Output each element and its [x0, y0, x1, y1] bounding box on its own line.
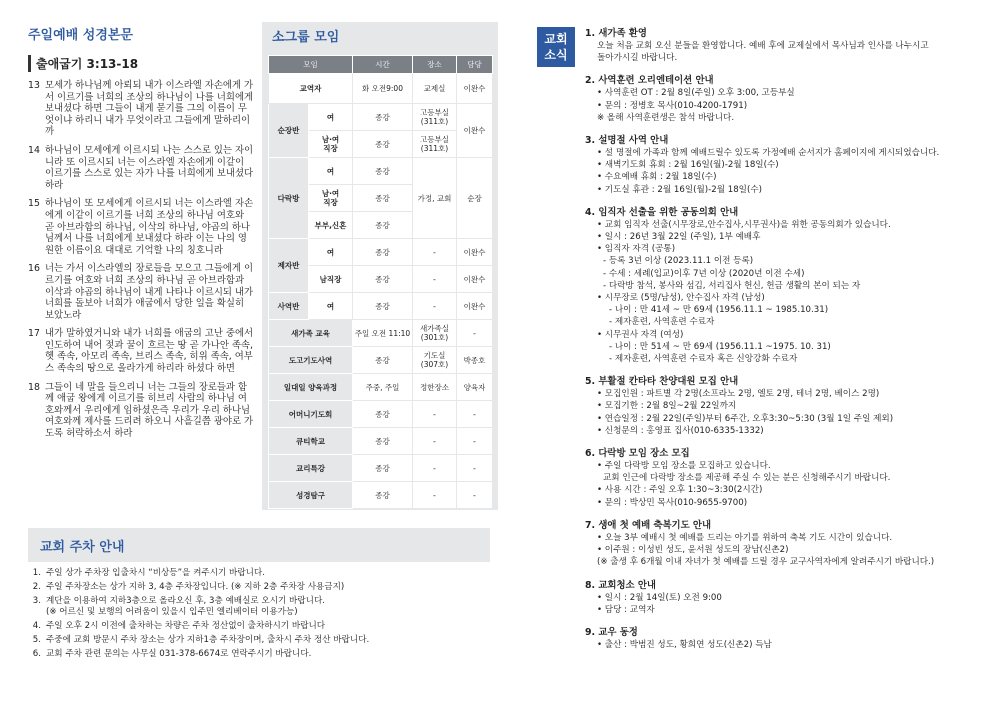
verse [28, 198, 256, 256]
news-item-line: • 문의 : 정병호 목사(010-4200-1791) [597, 100, 748, 111]
group-place: 고등부실 (311호) [413, 104, 457, 131]
verse [28, 80, 256, 138]
table-row [269, 158, 493, 185]
news-item-line: (※ 출생 후 6개월 이내 자녀가 첫 예배를 드릴 경우 교구사역자에게 알려주시기 바랍니다.) [597, 557, 935, 568]
group-time: 종강 [353, 293, 413, 320]
news-item-line: • 담당 : 교역자 [597, 604, 655, 615]
news-item-line: • 일시 : 26년 3월 22일 (주일), 1부 예배후 [597, 232, 761, 243]
group-time: 종강 [353, 185, 413, 212]
group-time: 종강 [353, 347, 413, 374]
item-line: (※ 어르신 및 보행의 어려움이 있을시 입주민 엘리베이터 이용가능) [46, 607, 298, 617]
group-name: 성경탐구 [269, 482, 353, 509]
verse-text: 모세가 하나님께 아뢰되 내가 이스라엘 자손에게 가서 이르기를 너희의 조상의 하나님이 나를 너희에게 보내셨다 하면 그들이 내게 묻기를 그의 이름이 무엇이냐 하리니 내가 무엇이라고 그들에게 말하리이까 [45, 80, 254, 138]
group-lead: 박종호 [457, 347, 493, 374]
table-row [269, 401, 493, 428]
news-item-title: 1. 새가족 환영 [585, 28, 647, 39]
group-place: 기도실 (307호) [413, 347, 457, 374]
group-subgroup: 남직장 [309, 266, 353, 293]
news-item [585, 27, 985, 64]
news-item-line: ※ 올해 사역훈련생은 참석 바랍니다. [597, 112, 735, 123]
news-item [585, 447, 985, 509]
news-item-line: • 연습일정 : 2월 22일(주일)부터 6주간, 오후3:30~5:30 (3월 1일 주일 제외) [597, 413, 894, 424]
group-time: 화 오전9:00 [353, 74, 413, 104]
verse-text: 하나님이 모세에게 이르시되 나는 스스로 있는 자이니라 또 이르시되 너는 이스라엘 자손에게 이같이 이르기를 스스로 있는 자가 나를 너희에게 보내셨다 하라 [45, 144, 254, 191]
news-list [585, 27, 985, 661]
badge-line: 교회 [544, 32, 568, 46]
item-text: 주일 오후 2시 이전에 출차하는 차량은 주차 정산없이 출차하시기 바랍니다 [46, 621, 326, 631]
group-name: 어머니기도회 [269, 401, 353, 428]
verse-text: 내가 말하였거니와 내가 너희를 애굽의 고난 중에서 인도하여 내어 젖과 꿀이 흐르는 땅 곧 가나안 족속, 헷 족속, 아모리 족속, 브리스 족속, 히위 족속, 여부스 족속의 땅으로 올라가게 하리라 하셨다 하면 [45, 328, 254, 375]
verse [28, 382, 256, 440]
table-row [269, 374, 493, 401]
group-time: 종강 [353, 266, 413, 293]
news-item-line: • 임직자 자격 (공통) [597, 244, 676, 255]
news-item-line: • 기도실 휴관 : 2월 16일(월)-2월 18일(수) [597, 184, 762, 195]
table-row [269, 239, 493, 266]
verse [28, 328, 256, 374]
group-subgroup: 남·여 직장 [309, 185, 353, 212]
verse [28, 263, 256, 321]
group-place: 가정, 교회 [413, 158, 457, 239]
group-time: 종강 [353, 104, 413, 131]
group-time: 종강 [353, 212, 413, 239]
group-lead: 이완수 [457, 104, 493, 158]
item-number: 1. [32, 568, 41, 578]
item-text: 주중에 교회 방문시 주차 장소는 상가 지하1층 주차장이며, 출차시 주차 정산 바랍니다. [46, 635, 370, 645]
verse-number: 18 [28, 381, 40, 393]
verse-number: 17 [28, 328, 40, 340]
group-name: 큐티학교 [269, 428, 353, 455]
group-place: - [413, 482, 457, 509]
news-item-line: • 사용 시간 : 주일 오후 1:30~3:30(2시간) [597, 485, 763, 496]
table-row [269, 347, 493, 374]
verse-text: 그들이 네 말을 들으리니 너는 그들의 장로들과 함께 애굽 왕에게 이르기를 히브리 사람의 하나님 여호와께서 우리에게 임하셨은즉 우리가 우리 하나님 여호와께 제사를 드리려 하오니 사흘길쯤 광야로 가도록 허락하소서 하라 [45, 381, 254, 440]
group-name: 교역자 [269, 74, 353, 104]
news-item-line: 교회 인근에 다락방 장소를 제공해 주실 수 있는 분은 신청해주시기 바랍니다. [603, 473, 891, 484]
verse-number: 14 [28, 144, 40, 156]
group-name: 새가족 교육 [269, 320, 353, 347]
news-item-line: • 시무권사 자격 (여성) [597, 329, 684, 340]
verse-number: 13 [28, 80, 40, 91]
item-text [46, 596, 325, 618]
group-name: 교리특강 [269, 455, 353, 482]
group-name: 도고기도사역 [269, 347, 353, 374]
group-place: - [413, 293, 457, 320]
list-item [28, 649, 490, 660]
table-row [269, 293, 493, 320]
news-item-line: • 모집기한 : 2월 8일~2월 22일까지 [597, 401, 737, 412]
news-item-line: 오늘 처음 교회 오신 분들을 환영합니다. 예배 후에 교제실에서 목사님과 인사를 나누시고 [597, 41, 929, 51]
table-row [269, 428, 493, 455]
list-item [28, 596, 490, 618]
item-number: 2. [32, 582, 41, 592]
item-text: 교회 주차 관련 문의는 사무실 031-378-6674로 연락주시기 바랍니다. [46, 649, 312, 659]
group-lead: 순장 [457, 158, 493, 239]
news-item-title: 8. 교회청소 안내 [585, 579, 656, 591]
item-line: 계단을 이용하여 지하3층으로 올라오신 후, 3층 예배실로 오시기 바랍니다. [46, 596, 325, 606]
table-header-row [269, 56, 493, 74]
news-item-title: 7. 생애 첫 예배 축복기도 안내 [585, 519, 712, 531]
news-item-title: 3. 설명절 사역 안내 [585, 135, 669, 147]
verse-text: 하나님이 또 모세에게 이르시되 너는 이스라엘 자손에게 이같이 이르기를 너희 조상의 하나님 여호와 곧 아브라함의 하나님, 이삭의 하나님, 야곱의 하나님께서 나를 너희에게 보내셨다 하라 이는 나의 영원한 이름이요 대대로 기억할 나의 칭호니라 [45, 198, 254, 256]
table-row [269, 74, 493, 104]
news-badge [537, 27, 575, 67]
news-item-line: • 출산 : 박범진 성도, 황희연 성도(신촌2) 득남 [597, 639, 772, 650]
group-subgroup: 여 [309, 293, 353, 320]
list-item [28, 568, 490, 579]
list-item [28, 621, 490, 632]
group-lead: 양육자 [457, 374, 493, 401]
parking-list [28, 568, 490, 660]
group-lead: - [457, 482, 493, 509]
group-place: 정한장소 [413, 374, 457, 401]
group-name: 순장반 [269, 104, 309, 158]
news-item-line: • 오늘 3부 예배시 첫 예배를 드리는 아기를 위하여 축복 기도 시간이 있습니다. [597, 532, 893, 543]
verse-list [28, 80, 256, 440]
group-lead: 이완수 [457, 239, 493, 266]
news-item-line: • 모집인원 : 파트별 각 2명(소프라노 2명, 엘토 2명, 테너 2명, 베이스 2명) [597, 389, 880, 400]
news-item [585, 375, 985, 437]
news-item-line: - 제자훈련, 사역훈련 수료자 [609, 317, 715, 328]
news-item [585, 626, 985, 651]
news-item-line: • 주일 다락방 모임 장소를 모집하고 있습니다. [597, 461, 771, 472]
badge-line: 소식 [544, 48, 568, 62]
verse-text: 너는 가서 이스라엘의 장로들을 모으고 그들에게 이르기를 여호와 너희 조상의 하나님 곧 아브라함과 이삭과 야곱의 하나님이 내게 나타나 이르시되 내가 너희를 돌보아 너희가 애굽에서 당한 일을 확실히 보았노라 [45, 263, 254, 321]
group-subgroup: 여 [309, 158, 353, 185]
group-place: - [413, 428, 457, 455]
scripture-section [28, 24, 256, 447]
col-header-group: 모임 [269, 56, 353, 74]
group-time: 종강 [353, 131, 413, 158]
news-item-title: 9. 교우 동정 [585, 626, 638, 638]
scripture-reference: 출애굽기 3:13-18 [28, 55, 256, 72]
item-number: 3. [32, 596, 41, 606]
group-lead: 이완수 [457, 293, 493, 320]
list-item [28, 635, 490, 646]
group-lead: - [457, 455, 493, 482]
news-item-line: - 다락방 참석, 봉사와 섬김, 서리집사 헌신, 헌금 생활의 본이 되는 자 [603, 280, 861, 291]
news-item-line: • 시무장로 (5명/남성), 안수집사 자격 (남성) [597, 293, 765, 304]
news-item-line: • 문의 : 박상민 목사(010-9655-9700) [597, 497, 748, 508]
item-text: 주일 주차장소는 상가 지하 3, 4층 주차장입니다. (※ 지하 2층 주차장 사용금지) [46, 582, 345, 592]
group-lead: 이완수 [457, 266, 493, 293]
verse-number: 15 [28, 198, 40, 210]
parking-heading: 교회 주차 안내 [28, 528, 490, 562]
news-item-line: • 사역훈련 OT : 2월 8일(주일) 오후 3:00, 고등부실 [597, 88, 795, 99]
group-time: 종강 [353, 455, 413, 482]
table-row [269, 455, 493, 482]
news-item-line: • 이주원 : 이성빈 성도, 윤서원 성도의 장남(신촌2) [597, 545, 789, 556]
table-row [269, 482, 493, 509]
item-number: 5. [32, 635, 41, 645]
group-time: 종강 [353, 239, 413, 266]
group-lead: - [457, 428, 493, 455]
news-item-line: • 수요예배 휴회 : 2월 18일(수) [597, 172, 717, 183]
news-item [585, 74, 985, 124]
group-place: - [413, 401, 457, 428]
group-lead: - [457, 320, 493, 347]
news-item-line: • 교회 임직자 선출(시무장로,안수집사,시무권사)을 위한 공동의회가 있습니다. [597, 219, 891, 230]
group-place: - [413, 455, 457, 482]
news-item-title: 2. 사역훈련 오리엔테이션 안내 [585, 75, 714, 87]
group-name: 제자반 [269, 239, 309, 293]
group-lead: 이완수 [457, 74, 493, 104]
news-item-line: - 제자훈련, 사역훈련 수료자 혹은 신앙강화 수료자 [609, 354, 798, 365]
news-item-title: 5. 부활절 칸타타 찬양대원 모집 안내 [585, 376, 739, 388]
col-header-lead: 담당 [457, 56, 493, 74]
group-place: 교제실 [413, 74, 457, 104]
group-place: 고등부실 (311호) [413, 131, 457, 158]
table-row [269, 104, 493, 131]
group-lead: - [457, 401, 493, 428]
news-item-line: • 새벽기도회 휴회 : 2월 16일(월)-2월 18일(수) [597, 160, 779, 171]
news-item-line: - 나이 : 만 51세 ~ 만 69세 (1956.11.1 ~1975. 10. 31) [609, 341, 831, 352]
news-item-line: - 나이 : 만 41세 ~ 만 69세 (1956.11.1 ~ 1985.10.31) [609, 305, 829, 316]
news-item-line: • 일시 : 2월 14일(토) 오전 9:00 [597, 592, 722, 603]
group-time: 주일 오전 11:10 [353, 320, 413, 347]
group-place: - [413, 239, 457, 266]
group-place: - [413, 266, 457, 293]
group-subgroup: 남·여 직장 [309, 131, 353, 158]
list-item [28, 582, 490, 593]
item-number: 4. [32, 621, 41, 631]
group-place: 새가족실 (301호) [413, 320, 457, 347]
group-time: 종강 [353, 401, 413, 428]
small-group-section [262, 22, 498, 510]
table-row [269, 320, 493, 347]
group-time: 종강 [353, 428, 413, 455]
small-group-heading: 소그룹 모임 [272, 30, 340, 45]
news-item-title: 6. 다락방 모임 장소 모집 [585, 448, 690, 460]
news-item [585, 134, 985, 196]
verse [28, 145, 256, 191]
news-item-title: 4. 임직자 선출을 위한 공동의회 안내 [585, 206, 739, 218]
news-item [585, 206, 985, 365]
group-time: 종강 [353, 158, 413, 185]
group-time: 주중, 주일 [353, 374, 413, 401]
group-name: 다락방 [269, 158, 309, 239]
group-subgroup: 여 [309, 104, 353, 131]
group-name: 일대일 양육과정 [269, 374, 353, 401]
group-name: 사역반 [269, 293, 309, 320]
item-text: 주일 상가 주차장 입출차시 “비상등”을 켜주시기 바랍니다. [46, 568, 265, 578]
news-item [585, 519, 985, 569]
col-header-time: 시간 [353, 56, 413, 74]
small-group-table [268, 55, 493, 509]
news-item-line: - 등록 3년 이상 (2023.11.1 이전 등록) [603, 256, 754, 267]
news-item [585, 579, 985, 616]
news-item-line: 돌아가시길 바랍니다. [597, 53, 678, 64]
item-number: 6. [32, 649, 41, 659]
group-subgroup: 부부,신혼 [309, 212, 353, 239]
group-time: 종강 [353, 482, 413, 509]
parking-section [28, 528, 490, 678]
verse-number: 16 [28, 263, 40, 275]
news-item-line: • 설 명절에 가족과 함께 예배드릴수 있도록 가정예배 순서지가 홈페이지에 게시되었습니다. [597, 148, 940, 159]
col-header-place: 장소 [413, 56, 457, 74]
news-item-line: • 신청문의 : 홍영표 집사(010-6335-1332) [597, 425, 764, 436]
scripture-heading: 주일예배 성경본문 [28, 28, 133, 43]
group-subgroup: 여 [309, 239, 353, 266]
news-item-line: - 수세 : 세례(입교)이후 7년 이상 (2020년 이전 수세) [603, 268, 805, 279]
